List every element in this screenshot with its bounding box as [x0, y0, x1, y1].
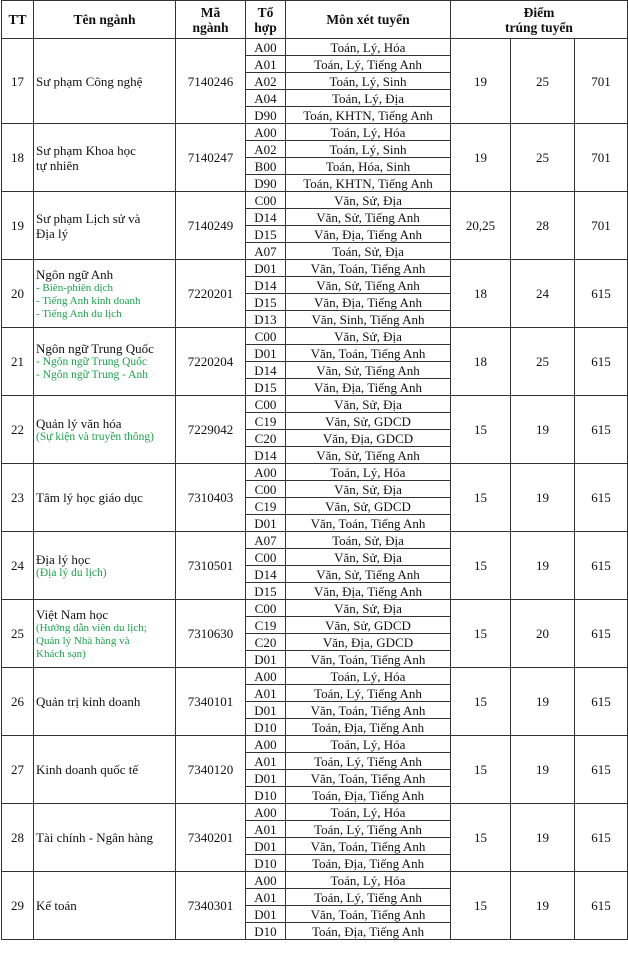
header-subjects: Môn xét tuyển: [286, 1, 451, 39]
combination-code: D01: [246, 702, 286, 719]
score-3: 615: [575, 736, 628, 804]
combination-code: A01: [246, 685, 286, 702]
combination-code: A07: [246, 532, 286, 549]
score-3: 615: [575, 600, 628, 668]
major-code: 7140247: [176, 124, 246, 192]
header-major-code: [176, 1, 246, 39]
score-2: 25: [511, 124, 575, 192]
combination-code: C20: [246, 634, 286, 651]
table-header-row: [2, 1, 628, 39]
combination-code: D10: [246, 855, 286, 872]
score-2: 19: [511, 804, 575, 872]
major-code: 7140246: [176, 39, 246, 124]
combination-code: A00: [246, 464, 286, 481]
major-specialization: - Tiếng Anh du lịch: [36, 307, 122, 320]
major-name: Tâm lý học giáo dục: [36, 490, 143, 505]
major-name-cell: [34, 39, 176, 124]
table-row: [2, 464, 628, 481]
combination-code: D13: [246, 311, 286, 328]
score-2: 25: [511, 39, 575, 124]
combination-subjects: Văn, Sử, Địa: [286, 481, 451, 498]
score-3: 615: [575, 872, 628, 940]
major-name: Việt Nam học: [36, 606, 109, 622]
header-combo-line2: hợp: [254, 19, 277, 35]
row-number: 27: [2, 736, 34, 804]
major-specialization: (Sự kiện và truyền thông): [36, 430, 155, 443]
table-row: [2, 192, 628, 209]
major-specialization: - Tiếng Anh kinh doanh: [36, 294, 141, 307]
combination-code: A00: [246, 668, 286, 685]
major-name: Sư phạm Lịch sử và: [36, 210, 141, 226]
combination-code: D90: [246, 175, 286, 192]
combination-subjects: Văn, Toán, Tiếng Anh: [286, 770, 451, 787]
row-number: 19: [2, 192, 34, 260]
major-name: Kinh doanh quốc tế: [36, 762, 139, 777]
score-2: 19: [511, 872, 575, 940]
combination-code: A01: [246, 821, 286, 838]
major-name-cell: [34, 192, 176, 260]
combination-subjects: Văn, Sử, GDCD: [286, 413, 451, 430]
score-2: 19: [511, 396, 575, 464]
major-specialization: (Địa lý du lịch): [36, 566, 107, 579]
score-1: 18: [451, 260, 511, 328]
major-name: Ngôn ngữ Anh: [36, 266, 114, 282]
major-code: 7220201: [176, 260, 246, 328]
row-number: 24: [2, 532, 34, 600]
header-major-name: Tên ngành: [34, 1, 176, 39]
major-specialization: Khách sạn): [36, 647, 86, 660]
table-row: [2, 124, 628, 141]
combination-code: D01: [246, 260, 286, 277]
combination-subjects: Toán, Lý, Hóa: [286, 39, 451, 56]
combination-code: D01: [246, 651, 286, 668]
combination-subjects: Toán, Lý, Tiếng Anh: [286, 56, 451, 73]
row-number: 20: [2, 260, 34, 328]
score-3: 615: [575, 464, 628, 532]
combination-code: A01: [246, 889, 286, 906]
row-number: 28: [2, 804, 34, 872]
major-specialization: Quản lý Nhà hàng và: [36, 634, 130, 647]
major-code: 7340201: [176, 804, 246, 872]
combination-code: C00: [246, 481, 286, 498]
major-name-cell: [34, 464, 176, 532]
score-3: 615: [575, 668, 628, 736]
major-name-cell: [34, 396, 176, 464]
score-1: 15: [451, 396, 511, 464]
combination-code: C00: [246, 328, 286, 345]
combination-subjects: Văn, Toán, Tiếng Anh: [286, 651, 451, 668]
combination-subjects: Toán, Địa, Tiếng Anh: [286, 719, 451, 736]
row-number: 29: [2, 872, 34, 940]
combination-code: D10: [246, 719, 286, 736]
score-2: 20: [511, 600, 575, 668]
major-specialization: - Ngôn ngữ Trung - Anh: [36, 369, 148, 381]
combination-subjects: Toán, Hóa, Sinh: [286, 158, 451, 175]
score-1: 19: [451, 124, 511, 192]
combination-subjects: Văn, Toán, Tiếng Anh: [286, 906, 451, 923]
combination-subjects: Toán, Địa, Tiếng Anh: [286, 787, 451, 804]
row-number: 18: [2, 124, 34, 192]
score-1: 20,25: [451, 192, 511, 260]
score-2: 24: [511, 260, 575, 328]
combination-subjects: Văn, Địa, Tiếng Anh: [286, 583, 451, 600]
combination-code: A00: [246, 872, 286, 889]
score-3: 615: [575, 532, 628, 600]
major-name-cell: [34, 260, 176, 328]
combination-subjects: Văn, Sinh, Tiếng Anh: [286, 311, 451, 328]
score-2: 19: [511, 464, 575, 532]
score-1: 15: [451, 736, 511, 804]
header-code-line2: ngành: [192, 19, 229, 35]
combination-code: D01: [246, 906, 286, 923]
score-3: 615: [575, 804, 628, 872]
major-name: Tài chính - Ngân hàng: [36, 830, 153, 845]
combination-code: A04: [246, 90, 286, 107]
major-name-line2: Địa lý: [36, 225, 69, 241]
combination-code: D10: [246, 787, 286, 804]
table-row: [2, 600, 628, 617]
combination-subjects: Văn, Địa, GDCD: [286, 430, 451, 447]
major-specialization: - Ngôn ngữ Trung Quốc: [36, 356, 148, 368]
combination-code: A01: [246, 56, 286, 73]
combination-subjects: Toán, Địa, Tiếng Anh: [286, 855, 451, 872]
combination-subjects: Văn, Sử, Tiếng Anh: [286, 566, 451, 583]
combination-subjects: Văn, Sử, GDCD: [286, 498, 451, 515]
major-name-cell: [34, 600, 176, 668]
score-1: 15: [451, 464, 511, 532]
table-row: [2, 532, 628, 549]
combination-subjects: Văn, Toán, Tiếng Anh: [286, 515, 451, 532]
combination-subjects: Văn, Địa, Tiếng Anh: [286, 226, 451, 243]
combination-subjects: Văn, Địa, Tiếng Anh: [286, 294, 451, 311]
score-1: 18: [451, 328, 511, 396]
major-name: Quản trị kinh doanh: [36, 694, 141, 709]
combination-subjects: Văn, Sử, GDCD: [286, 617, 451, 634]
combination-subjects: Văn, Sử, Địa: [286, 396, 451, 413]
combination-subjects: Toán, Lý, Tiếng Anh: [286, 685, 451, 702]
combination-subjects: Văn, Toán, Tiếng Anh: [286, 702, 451, 719]
score-3: 701: [575, 124, 628, 192]
major-code: 7229042: [176, 396, 246, 464]
score-1: 15: [451, 804, 511, 872]
major-code: 7310630: [176, 600, 246, 668]
combination-subjects: Toán, Lý, Hóa: [286, 124, 451, 141]
combination-code: D14: [246, 362, 286, 379]
combination-code: A02: [246, 141, 286, 158]
major-name: Sư phạm Khoa học: [36, 142, 136, 158]
combination-subjects: Toán, KHTN, Tiếng Anh: [286, 107, 451, 124]
table-row: [2, 804, 628, 821]
combination-subjects: Văn, Toán, Tiếng Anh: [286, 260, 451, 277]
admission-score-table: [1, 0, 628, 940]
header-code-line1: Mã: [200, 4, 221, 20]
combination-code: C00: [246, 396, 286, 413]
major-name-cell: [34, 736, 176, 804]
score-1: 15: [451, 872, 511, 940]
score-1: 19: [451, 39, 511, 124]
score-2: 28: [511, 192, 575, 260]
combination-code: D90: [246, 107, 286, 124]
header-score-line2: trúng tuyển: [505, 19, 573, 35]
combination-subjects: Văn, Sử, Địa: [286, 192, 451, 209]
combination-code: C20: [246, 430, 286, 447]
combination-subjects: Toán, KHTN, Tiếng Anh: [286, 175, 451, 192]
score-3: 701: [575, 192, 628, 260]
major-name: Địa lý học: [36, 551, 91, 567]
major-specialization: - Biên-phiên dịch: [36, 281, 113, 294]
score-2: 19: [511, 532, 575, 600]
combination-subjects: Toán, Sử, Địa: [286, 243, 451, 260]
combination-code: C00: [246, 192, 286, 209]
major-code: 7340101: [176, 668, 246, 736]
combination-subjects: Văn, Sử, Địa: [286, 549, 451, 566]
header-combo-line1: Tổ: [257, 4, 274, 20]
combination-subjects: Văn, Sử, Tiếng Anh: [286, 277, 451, 294]
combination-subjects: Toán, Lý, Hóa: [286, 464, 451, 481]
score-3: 615: [575, 260, 628, 328]
major-code: 7340120: [176, 736, 246, 804]
score-1: 15: [451, 668, 511, 736]
header-tt: TT: [2, 1, 34, 39]
combination-code: D01: [246, 838, 286, 855]
major-name: Kế toán: [36, 898, 77, 913]
score-2: 19: [511, 668, 575, 736]
combination-subjects: Toán, Lý, Hóa: [286, 668, 451, 685]
row-number: 22: [2, 396, 34, 464]
combination-code: D14: [246, 209, 286, 226]
combination-code: D15: [246, 583, 286, 600]
combination-subjects: Văn, Địa, GDCD: [286, 634, 451, 651]
combination-code: A00: [246, 124, 286, 141]
major-name: Quản lý văn hóa: [36, 415, 122, 431]
row-number: 17: [2, 39, 34, 124]
table-row: [2, 260, 628, 277]
row-number: 21: [2, 328, 34, 396]
combination-code: D01: [246, 515, 286, 532]
combination-code: C00: [246, 549, 286, 566]
combination-code: C19: [246, 413, 286, 430]
major-code: 7140249: [176, 192, 246, 260]
combination-code: C19: [246, 617, 286, 634]
combination-code: C00: [246, 600, 286, 617]
major-code: 7310403: [176, 464, 246, 532]
major-name-cell: [34, 532, 176, 600]
combination-subjects: Toán, Lý, Địa: [286, 90, 451, 107]
table-row: [2, 39, 628, 56]
table-row: [2, 736, 628, 753]
combination-subjects: Toán, Lý, Tiếng Anh: [286, 753, 451, 770]
combination-subjects: Văn, Toán, Tiếng Anh: [286, 345, 451, 362]
score-1: 15: [451, 600, 511, 668]
table-row: [2, 872, 628, 889]
combination-subjects: Toán, Lý, Tiếng Anh: [286, 821, 451, 838]
combination-subjects: Văn, Địa, Tiếng Anh: [286, 379, 451, 396]
combination-subjects: Toán, Lý, Hóa: [286, 872, 451, 889]
combination-code: A02: [246, 73, 286, 90]
combination-code: A07: [246, 243, 286, 260]
combination-subjects: Văn, Sử, Địa: [286, 328, 451, 345]
score-3: 615: [575, 328, 628, 396]
major-specialization: (Hướng dẫn viên du lịch;: [36, 621, 147, 634]
combination-subjects: Văn, Sử, Tiếng Anh: [286, 362, 451, 379]
combination-subjects: Toán, Sử, Địa: [286, 532, 451, 549]
combination-subjects: Văn, Sử, Tiếng Anh: [286, 209, 451, 226]
combination-subjects: Văn, Sử, Địa: [286, 600, 451, 617]
major-code: 7340301: [176, 872, 246, 940]
combination-code: D14: [246, 277, 286, 294]
combination-code: D14: [246, 566, 286, 583]
combination-subjects: Văn, Toán, Tiếng Anh: [286, 838, 451, 855]
combination-subjects: Văn, Sử, Tiếng Anh: [286, 447, 451, 464]
major-name-cell: [34, 668, 176, 736]
combination-code: D01: [246, 770, 286, 787]
major-name-cell: [34, 124, 176, 192]
combination-code: A00: [246, 804, 286, 821]
combination-subjects: Toán, Địa, Tiếng Anh: [286, 923, 451, 940]
score-3: 701: [575, 39, 628, 124]
table-row: [2, 396, 628, 413]
header-admission-score: [451, 1, 628, 39]
combination-code: D15: [246, 379, 286, 396]
major-name-cell: [34, 872, 176, 940]
row-number: 25: [2, 600, 34, 668]
combination-code: B00: [246, 158, 286, 175]
header-score-line1: Điểm: [523, 4, 555, 20]
combination-subjects: Toán, Lý, Hóa: [286, 736, 451, 753]
header-combination: [246, 1, 286, 39]
major-code: 7220204: [176, 328, 246, 396]
score-1: 15: [451, 532, 511, 600]
score-2: 19: [511, 736, 575, 804]
combination-code: D14: [246, 447, 286, 464]
combination-code: A01: [246, 753, 286, 770]
combination-subjects: Toán, Lý, Tiếng Anh: [286, 889, 451, 906]
combination-code: D15: [246, 294, 286, 311]
combination-code: A00: [246, 39, 286, 56]
table-row: [2, 328, 628, 345]
combination-subjects: Toán, Lý, Sinh: [286, 73, 451, 90]
major-name-cell: [34, 328, 176, 396]
major-code: 7310501: [176, 532, 246, 600]
combination-subjects: Toán, Lý, Hóa: [286, 804, 451, 821]
row-number: 26: [2, 668, 34, 736]
combination-subjects: Toán, Lý, Sinh: [286, 141, 451, 158]
combination-code: D10: [246, 923, 286, 940]
table-row: [2, 668, 628, 685]
combination-code: D01: [246, 345, 286, 362]
combination-code: C19: [246, 498, 286, 515]
combination-code: D15: [246, 226, 286, 243]
major-name: Ngôn ngữ Trung Quốc: [36, 341, 154, 356]
table-body: [2, 39, 628, 940]
score-3: 615: [575, 396, 628, 464]
combination-code: A00: [246, 736, 286, 753]
major-name: Sư phạm Công nghệ: [36, 73, 143, 89]
major-name-cell: [34, 804, 176, 872]
major-name-line2: tự nhiên: [36, 157, 79, 173]
row-number: 23: [2, 464, 34, 532]
score-2: 25: [511, 328, 575, 396]
